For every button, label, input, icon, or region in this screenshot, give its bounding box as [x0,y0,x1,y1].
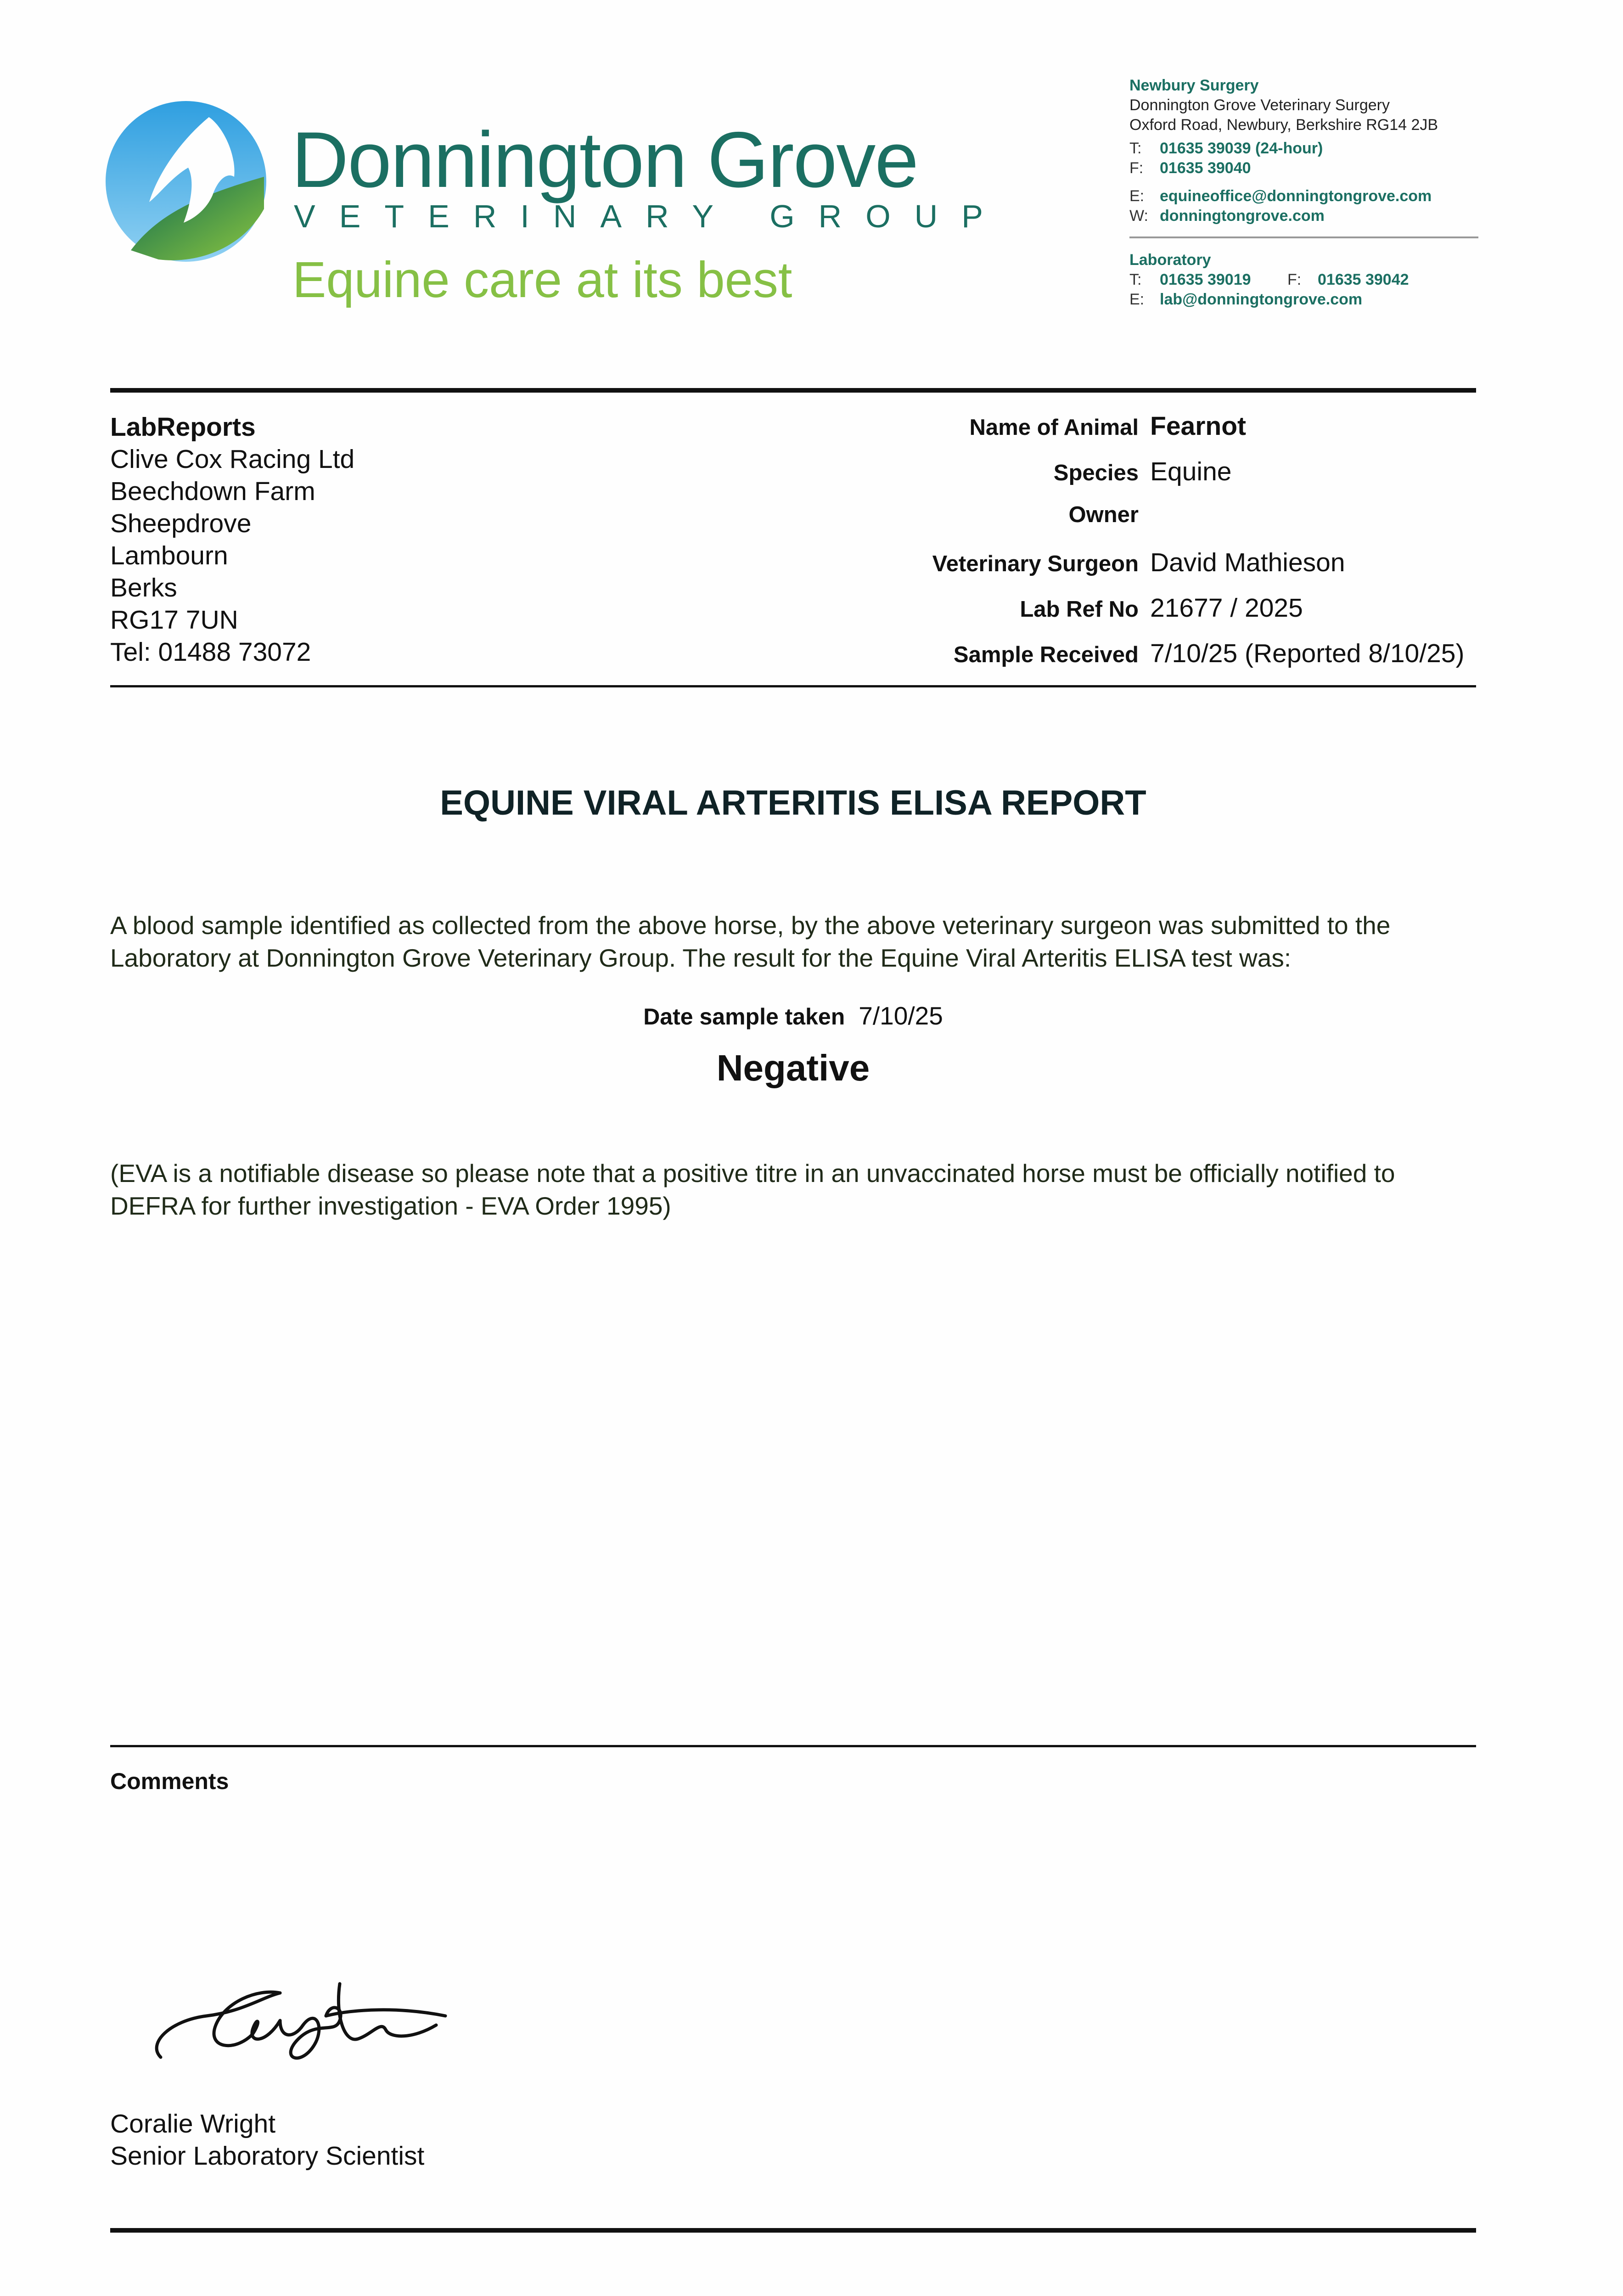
email-label: E: [1129,291,1145,308]
comments-label: Comments [110,1768,229,1794]
detail-row [781,593,1478,638]
detail-value: Equine [1150,457,1232,486]
report-intro: A blood sample identified as collected from the above horse, by the above veterinary surgeon was submitted to the Laboratory at Donnington Grove Veterinary Group. The result for the Equine Viral Arteritis ELISA test was: [110,911,1391,972]
address-line: Berks [110,573,177,602]
detail-label: Sample Received [953,642,1139,667]
detail-value: 7/10/25 (Reported 8/10/25) [1150,639,1465,668]
laboratory-fax: 01635 39042 [1318,271,1409,288]
laboratory-contact [1129,250,1409,310]
detail-label: Species [1053,461,1139,485]
brand-tagline: Equine care at its best [292,252,792,308]
address-line: Clive Cox Racing Ltd [110,445,355,474]
surgery-address-line: Oxford Road, Newbury, Berkshire RG14 2JB [1129,116,1438,134]
address-line: RG17 7UN [110,605,238,635]
notifiable-disease-note: (EVA is a notifiable disease so please note that a positive titre in an unvaccinated horse must be officially notified to DEFRA for further investigation - EVA Order 1995) [110,1159,1395,1220]
signer-title: Senior Laboratory Scientist [110,2141,425,2171]
surgery-phone[interactable]: 01635 39039 (24-hour) [1160,140,1323,157]
recipient-address [110,411,354,668]
report-title: EQUINE VIRAL ARTERITIS ELISA REPORT [440,783,1146,822]
signature-image [142,1965,455,2085]
surgery-heading: Newbury Surgery [1129,77,1259,94]
surgery-email-link[interactable]: equineoffice@donningtongrove.com [1160,187,1432,205]
brand-name: Donnington Grove [292,116,918,204]
address-line: Beechdown Farm [110,477,315,506]
sample-date-label: Date sample taken [643,1004,845,1030]
tel-label: T: [1129,140,1142,157]
horse-logo-icon [103,99,269,264]
address-phone: Tel: 01488 73072 [110,637,311,667]
surgery-address-line: Donnington Grove Veterinary Surgery [1129,96,1390,114]
address-line: Lambourn [110,541,228,570]
footer-divider [110,2228,1476,2233]
email-label: E: [1129,187,1145,205]
detail-row [781,547,1478,593]
surgery-contact [1129,76,1438,226]
detail-label: Lab Ref No [1020,597,1139,622]
details-divider [110,685,1476,687]
detail-value: David Mathieson [1150,548,1345,577]
surgery-fax: 01635 39040 [1160,159,1251,177]
sample-date-line [110,1001,1476,1030]
laboratory-phone[interactable]: 01635 39019 [1160,271,1251,288]
detail-value: 21677 / 2025 [1150,593,1303,623]
tel-label: T: [1129,271,1142,288]
detail-label: Name of Animal [969,415,1139,440]
fax-label: F: [1287,271,1302,288]
address-line: Sheepdrove [110,509,252,538]
detail-value: Fearnot [1150,411,1247,441]
address-heading: LabReports [110,412,256,442]
web-label: W: [1129,207,1148,225]
animal-details [781,411,1478,684]
signer-name: Coralie Wright [110,2109,276,2138]
test-result: Negative [716,1047,870,1088]
detail-row [781,456,1478,502]
detail-row [781,502,1478,547]
website-link[interactable]: donningtongrove.com [1160,207,1325,225]
laboratory-email-link[interactable]: lab@donningtongrove.com [1160,291,1363,308]
detail-label: Veterinary Surgeon [932,551,1139,576]
detail-row [781,411,1478,456]
contact-divider [1129,236,1478,238]
brand-subtitle: VETERINARY GROUP [294,198,1007,234]
sample-date-value: 7/10/25 [859,1002,943,1030]
laboratory-heading: Laboratory [1129,251,1211,269]
fax-label: F: [1129,159,1144,177]
header-divider [110,388,1476,393]
comments-divider [110,1745,1476,1747]
detail-row [781,638,1478,684]
detail-label: Owner [1068,502,1139,527]
signer-block [110,2108,424,2172]
